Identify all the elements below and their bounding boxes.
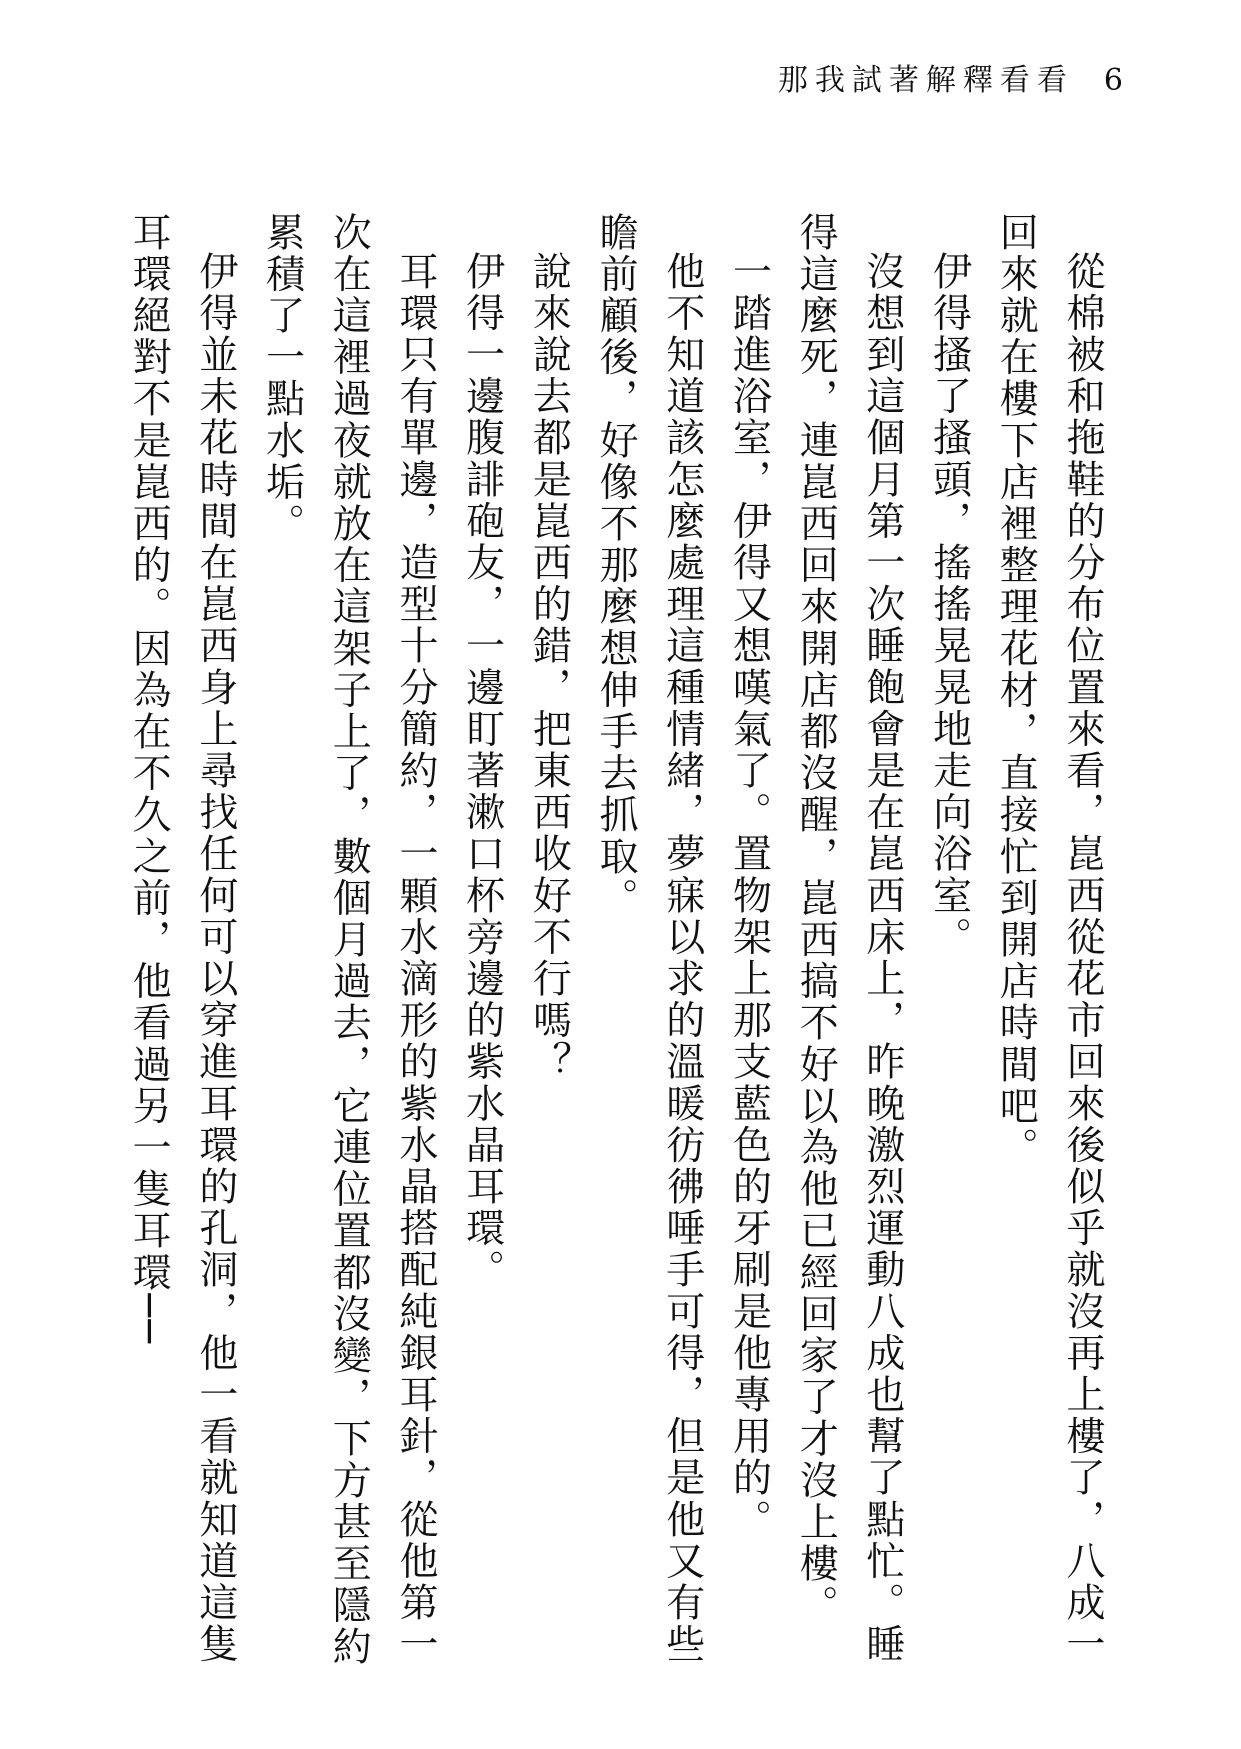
page-number: 6 xyxy=(1103,63,1123,98)
paragraph: 他不知道該怎麼處理這種情緒，夢寐以求的溫暖彷彿唾手可得，但是他又有些瞻前顧後，好像不那麼想伸手去抓取。 xyxy=(593,212,705,1666)
chapter-title: 那我試著解釋看看 xyxy=(777,63,1074,98)
body-text xyxy=(114,212,1115,1682)
paragraph: 伊得一邊腹誹砲友，一邊盯著漱口杯旁邊的紫水晶耳環。 xyxy=(459,251,505,1291)
paragraph: 從棉被和拖鞋的分布位置來看，崑西從花市回來後似乎就沒再上樓了，八成一回來就在樓下店裡整理花材，直接忙到開店時間吧。 xyxy=(993,212,1105,1666)
paragraph: 沒想到這個月第一次睡飽會是在崑西床上，昨晚激烈運動八成也幫了點忙。睡得這麼死，連崑西回來開店都沒醒，崑西搞不好以為他已經回家了才沒上樓。 xyxy=(793,212,905,1666)
paragraph: 一踏進浴室，伊得又想嘆氣了。置物架上那支藍色的牙刷是他專用的。 xyxy=(726,251,772,1541)
paragraph: 伊得並未花時間在崑西身上尋找任何可以穿進耳環的孔洞，他一看就知道這隻耳環絕對不是崑西的。因為在不久之前，他看過另一隻耳環── xyxy=(126,212,238,1666)
paragraph: 伊得搔了搔頭，搖搖晃晃地走向浴室。 xyxy=(926,251,972,959)
paragraph: 說來說去都是崑西的錯，把東西收好不行嗎？ xyxy=(526,251,572,1083)
running-header xyxy=(777,63,1123,98)
paragraph: 耳環只有單邊，造型十分簡約，一顆水滴形的紫水晶搭配純銀耳針，從他第一次在這裡過夜就放在這架子上了，數個月過去，它連位置都沒變，下方甚至隱約累積了一點水垢。 xyxy=(259,212,438,1668)
